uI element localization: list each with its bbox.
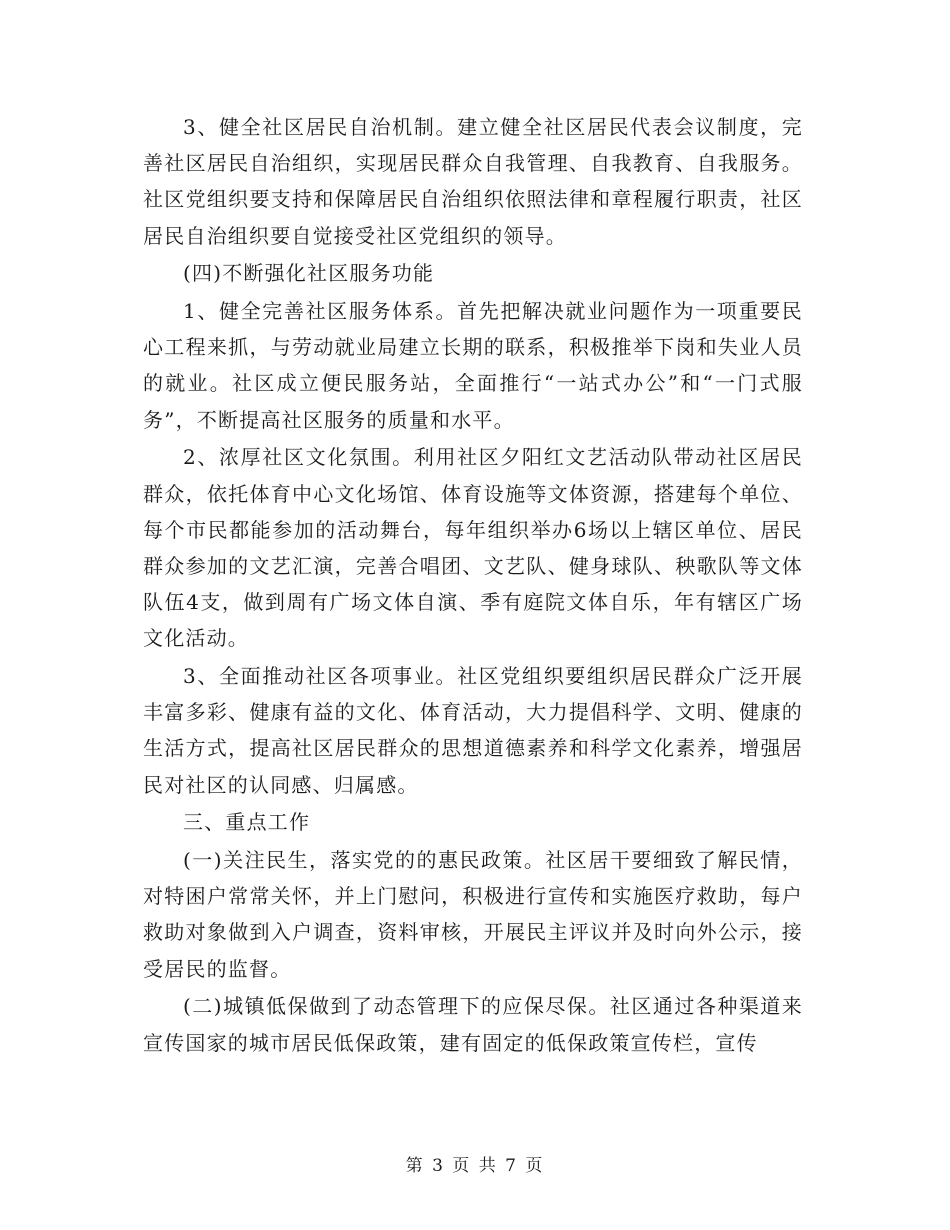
paragraph: (二)城镇低保做到了动态管理下的应保尽保。社区通过各种渠道来宣传国家的城市居民低保政策，建有固定的低保政策宣传栏，宣传 [143,994,803,1055]
document-body [143,109,803,1062]
paragraph: 2、浓厚社区文化氛围。利用社区夕阳红文艺活动队带动社区居民群众，依托体育中心文化场馆、体育设施等文体资源，搭建每个单位、每个市民都能参加的活动舞台，每年组织举办6场以上辖区单位、居民群众参加的文艺汇演，完善合唱团、文艺队、健身球队、秧歌队等文体队伍4支，做到周有广场文体自演、季有庭院文体自乐，年有辖区广场文化活动。 [143,445,803,651]
paragraph: 3、健全社区居民自治机制。建立健全社区居民代表会议制度，完善社区居民自治组织，实现居民群众自我管理、自我教育、自我服务。社区党组织要支持和保障居民自治组织依照法律和章程履行职责，社区居民自治组织要自觉接受社区党组织的领导。 [143,115,803,248]
section-heading: (四)不断强化社区服务功能 [183,261,435,286]
paragraph: 1、健全完善社区服务体系。首先把解决就业问题作为一项重要民心工程来抓，与劳动就业局建立长期的联系，积极推举下岗和失业人员的就业。社区成立便民服务站，全面推行“一站式办公”和“一门式服务”，不断提高社区服务的质量和水平。 [143,299,803,432]
paragraph: 3、全面推动社区各项事业。社区党组织要组织居民群众广泛开展丰富多彩、健康有益的文化、体育活动，大力提倡科学、文明、健康的生活方式，提高社区居民群众的思想道德素养和科学文化素养，增强居民对社区的认同感、归属感。 [143,664,803,797]
section-heading: 三、重点工作 [183,810,311,835]
paragraph: (一)关注民生，落实党的的惠民政策。社区居干要细致了解民情，对特困户常常关怀，并上门慰问，积极进行宣传和实施医疗救助，每户救助对象做到入户调查，资料审核，开展民主评议并及时向外公示，接受居民的监督。 [143,848,803,981]
page-number-footer: 第 3 页 共 7 页 [405,1156,545,1176]
